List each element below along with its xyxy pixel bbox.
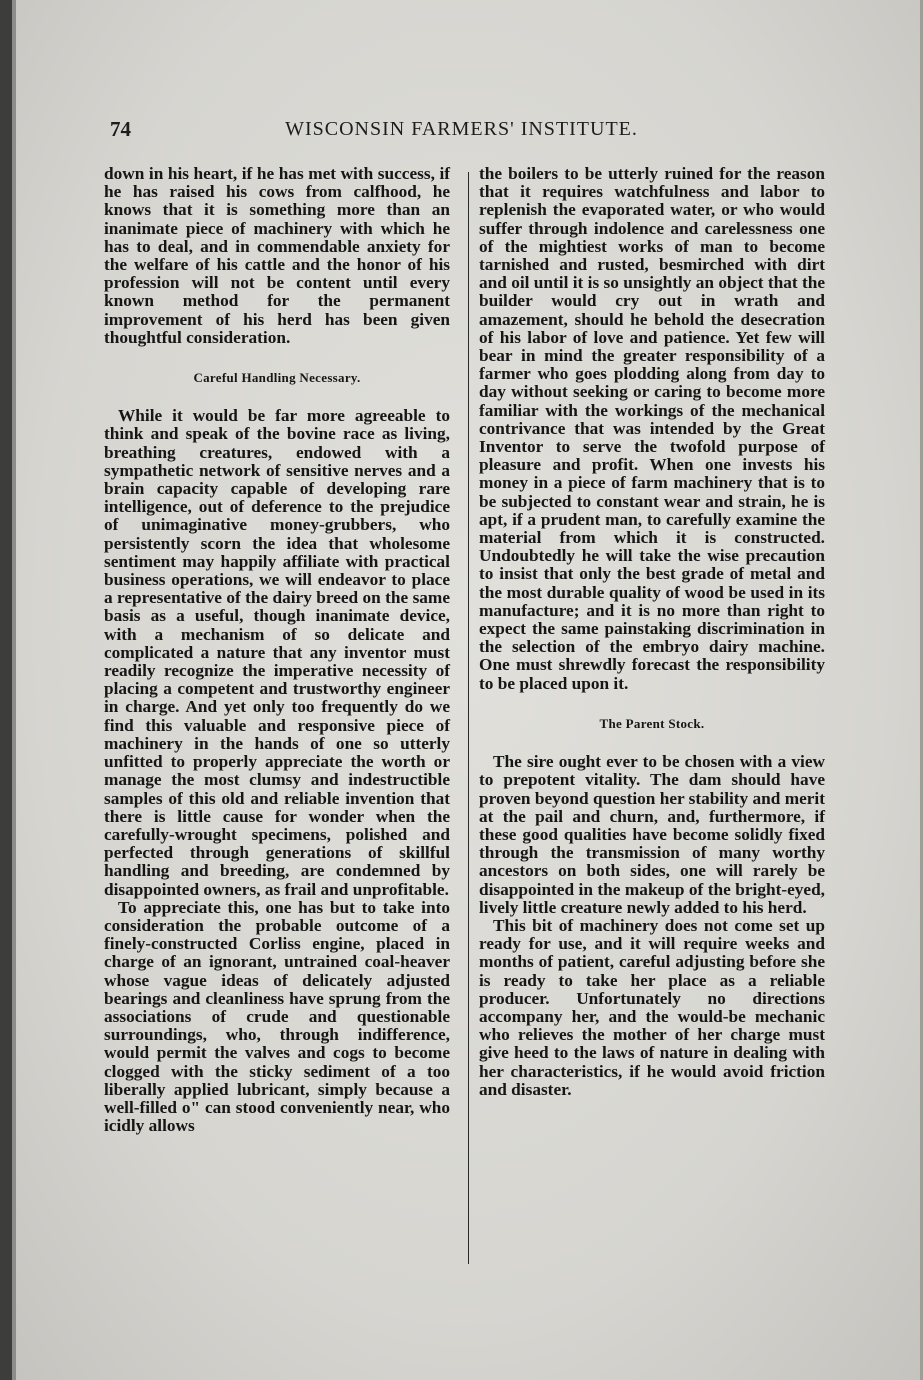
scan-binding-shadow [12, 0, 16, 1380]
scan-binding-edge [0, 0, 12, 1380]
page-header [0, 117, 923, 147]
paragraph: down in his heart, if he has met with success, if he has raised his cows from calfhood, he knows that it is something more than an inanimate piece of machinery with which he has to deal, and in commendable anxiety for the welfare of his cattle and the honor of his profession will not be content until every known method for the permanent improvement of his herd has been given thoughtful consideration. [104, 164, 450, 347]
section-heading: Careful Handling Necessary. [193, 370, 361, 386]
page-number: 74 [110, 117, 131, 141]
paragraph: The sire ought ever to be chosen with a view to prepotent vitality. The dam should have proven beyond question her stability and merit at the pail and churn, and, furthermore, if these good qualities have become solidly fixed through the transmission of many worthy ancestors on both sides, one will rarely be disappointed in the makeup of the bright-eyed, lively little creature newly added to his herd. [479, 752, 825, 917]
paragraph: This bit of machinery does not come set up ready for use, and it will require weeks and months of patient, careful adjusting before she is ready to take her place as a reliable producer. Unfortunately no directions accompany her, and the would-be mechanic who relieves the mother of her charge must give heed to the laws of nature in dealing with her characteristics, if he would avoid friction and disaster. [479, 915, 825, 1099]
running-title: WISCONSIN FARMERS' INSTITUTE. [285, 118, 638, 140]
right-column [479, 165, 825, 1099]
section-heading: The Parent Stock. [599, 715, 705, 731]
paragraph: To appreciate this, one has but to take into consideration the probable outcome of a finely-constructed Corliss engine, placed in charge of an ignorant, untrained coal-heaver whose vague ideas of delicately adjusted bearings and cleanliness have sprung from the associations of crude and questionable surroundings, who, through indifference, would permit the valves and cogs to become clogged with the sticky sediment of a too liberally applied lubricant, simply because a well-filled o" can stood conveniently near, who icidly allows [104, 897, 450, 1136]
column-divider [468, 172, 469, 1264]
left-column [104, 165, 450, 1135]
paragraph: the boilers to be utterly ruined for the reason that it requires watchfulness and labor to replenish the evaporated water, or who would suffer through indolence and carelessness one of the mightiest works of man to become tarnished and rusted, besmirched with dirt and oil until it is so unsightly an object that the builder would cry out in wrath and amazement, should he behold the desecration of his labor of love and patience. Yet few will bear in mind the greater responsibility of a farmer who goes plodding along from day to day without seeking or caring to become more familiar with the workings of the mechanical contrivance that was intended by the Great Inventor to serve the twofold purpose of pleasure and profit. When one invests his money in a piece of farm machinery that is to be subjected to constant wear and strain, he is apt, if a prudent man, to carefully examine the material from which it is constructed. Undoubtedly he will take the wise precaution to insist that only the best grade of metal and the most durable quality of wood be used in its manufacture; and it is no more than right to expect the same painstaking discrimination in the selection of the embryo dairy machine. One must shrewdly forecast the responsibility to be placed upon it. [479, 164, 825, 693]
paragraph: While it would be far more agreeable to think and speak of the bovine race as living, breathing creatures, endowed with a sympathetic network of sensitive nerves and a brain capacity capable of developing rare intelligence, out of deference to the prejudice of unimaginative money-grubbers, who persistently scorn the idea that wholesome sentiment may happily affiliate with practical business operations, we will endeavor to place a representative of the dairy breed on the same basis as a useful, though inanimate device, with a mechanism of so delicate and complicated a nature that any inventor must readily recognize the imperative necessity of placing a competent and trustworthy engineer in charge. And yet only too frequently do we find this valuable and responsive piece of machinery in the hands of one so utterly unfitted to properly appreciate the worth or manage the most clumsy and indestructible samples of this old and reliable invention that there is little cause for wonder when the carefully-wrought specimens, polished and perfected through generations of skillful handling and breeding, are condemned by disappointed owners, as frail and unprofitable. [104, 406, 450, 899]
